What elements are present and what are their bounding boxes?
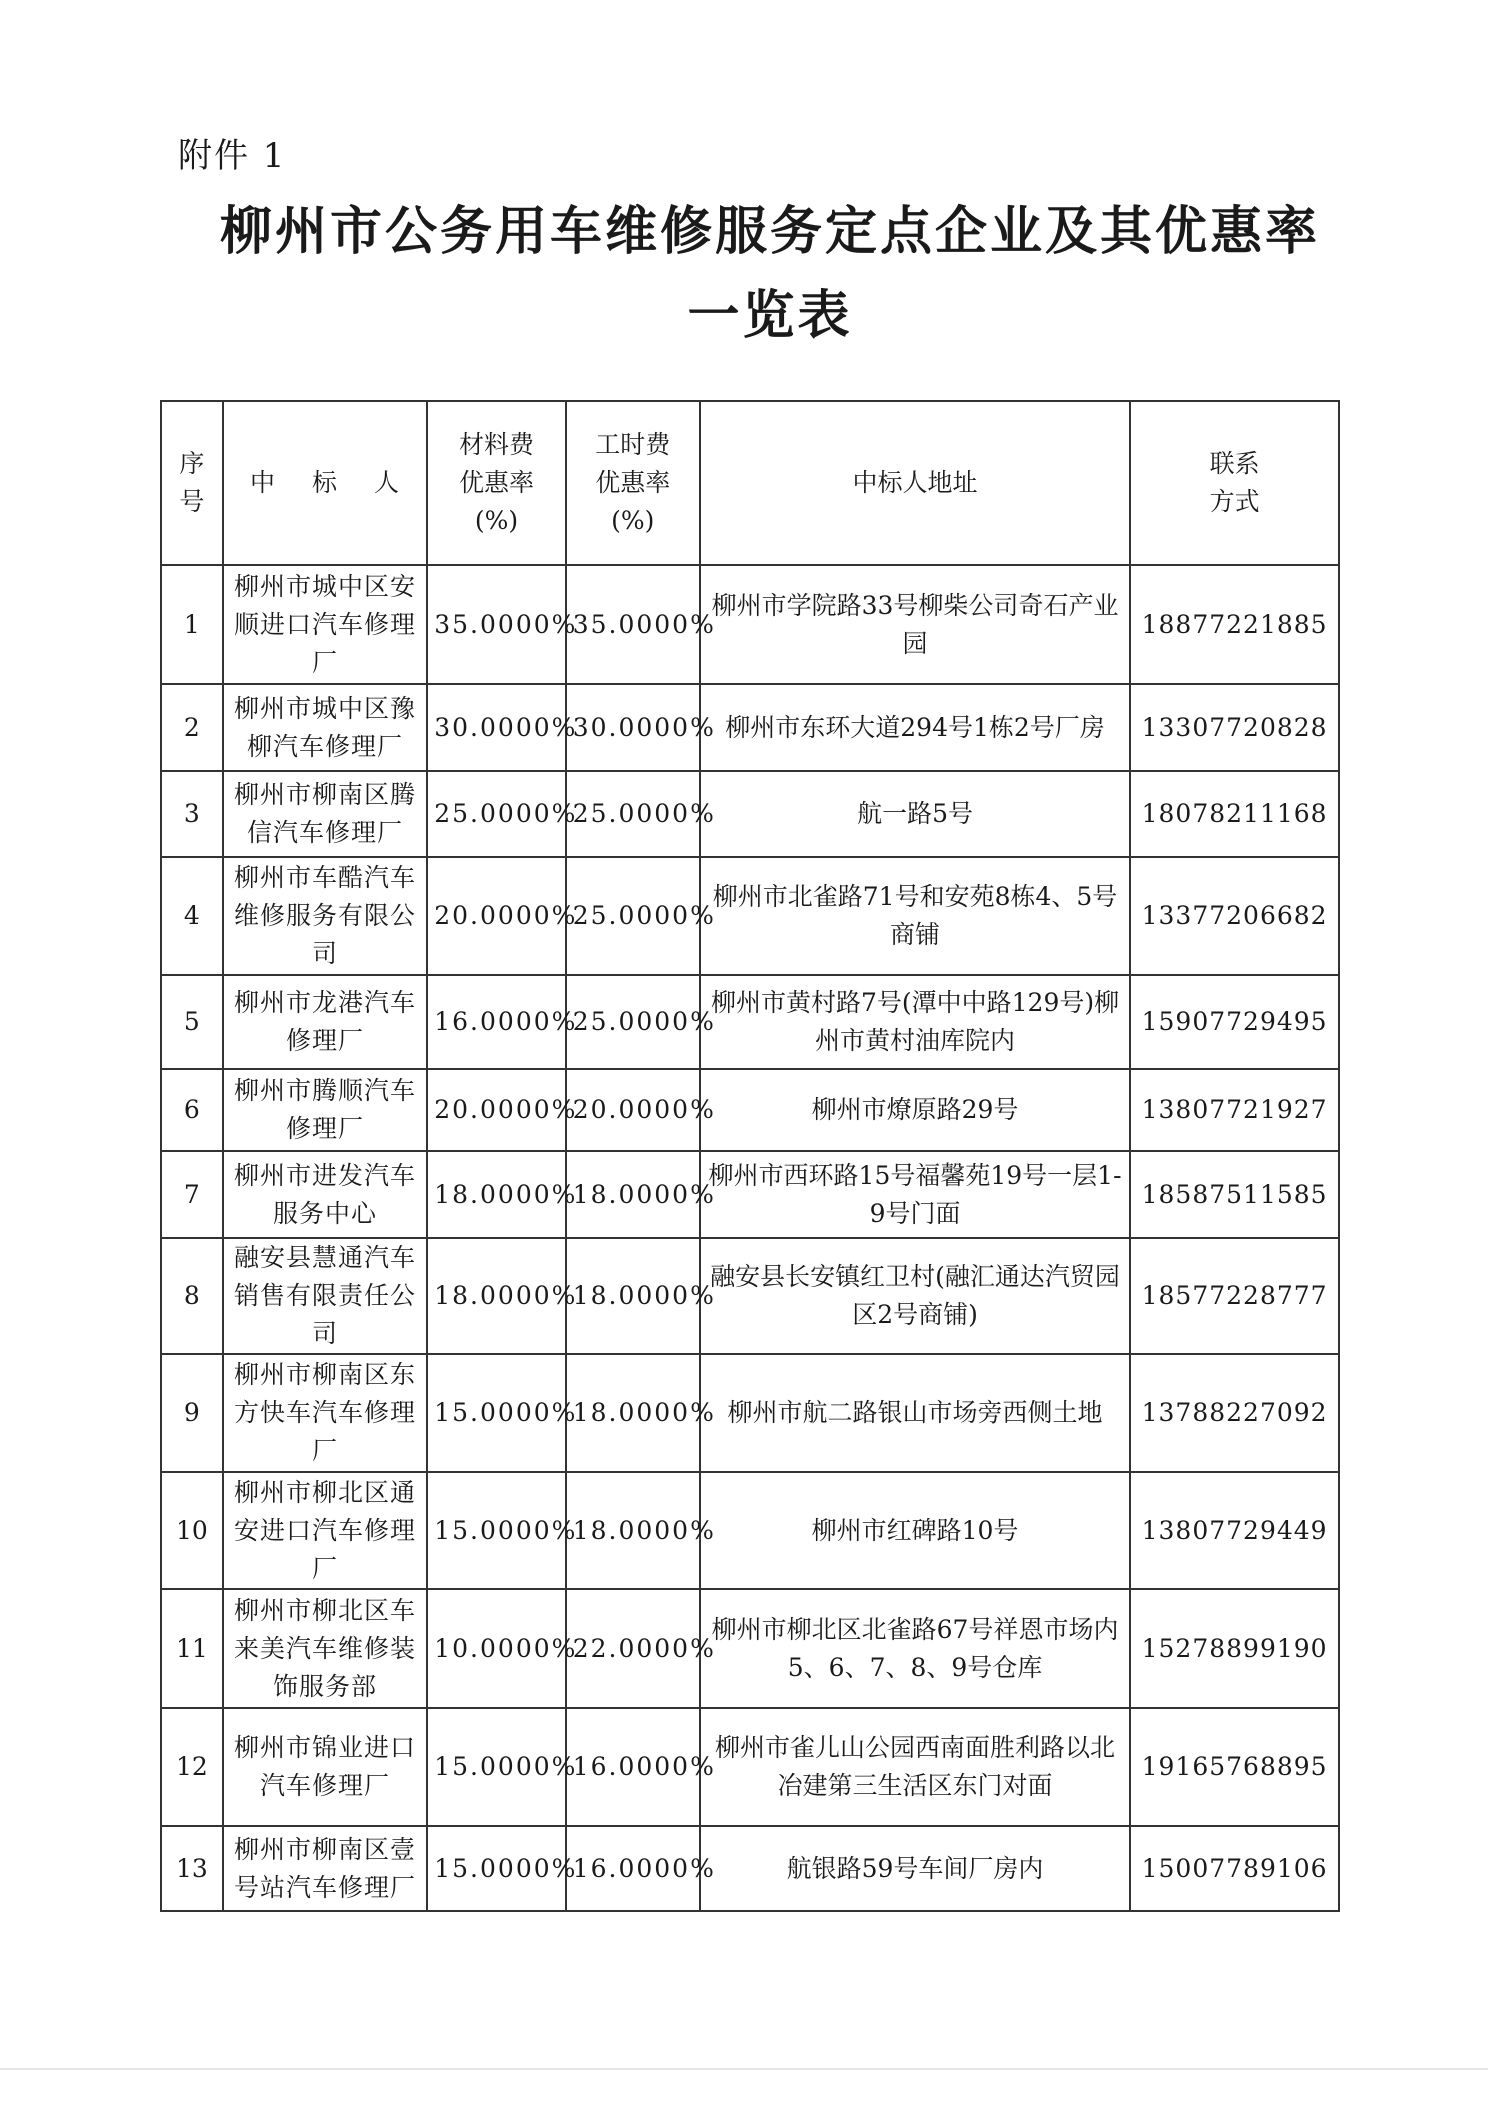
row-winner-name: 柳州市柳北区车来美汽车维修装饰服务部 xyxy=(223,1589,427,1708)
row-index: 5 xyxy=(161,975,223,1069)
row-index: 13 xyxy=(161,1826,223,1911)
row-index: 3 xyxy=(161,771,223,857)
row-address: 航银路59号车间厂房内 xyxy=(700,1826,1130,1911)
row-address: 柳州市雀儿山公园西南面胜利路以北冶建第三生活区东门对面 xyxy=(700,1708,1130,1826)
row-winner-name: 柳州市锦业进口汽车修理厂 xyxy=(223,1708,427,1826)
row-address: 柳州市燎原路29号 xyxy=(700,1069,1130,1151)
header-labor-discount xyxy=(566,401,700,565)
row-index: 9 xyxy=(161,1354,223,1472)
row-material-discount: 20.0000% xyxy=(427,1069,565,1151)
row-winner-name: 柳州市腾顺汽车修理厂 xyxy=(223,1069,427,1151)
table-row xyxy=(161,1826,1339,1911)
row-material-discount: 35.0000% xyxy=(427,565,565,684)
row-phone: 13807729449 xyxy=(1130,1472,1339,1589)
table-row xyxy=(161,565,1339,684)
row-address: 柳州市航二路银山市场旁西侧土地 xyxy=(700,1354,1130,1472)
row-index: 12 xyxy=(161,1708,223,1826)
document-title xyxy=(170,190,1370,358)
row-index: 11 xyxy=(161,1589,223,1708)
row-index: 10 xyxy=(161,1472,223,1589)
row-address: 柳州市西环路15号福馨苑19号一层1-9号门面 xyxy=(700,1151,1130,1238)
row-phone: 18587511585 xyxy=(1130,1151,1339,1238)
table-row xyxy=(161,1589,1339,1708)
header-row xyxy=(161,401,1339,565)
row-phone: 13377206682 xyxy=(1130,857,1339,975)
row-phone: 18877221885 xyxy=(1130,565,1339,684)
row-material-discount: 15.0000% xyxy=(427,1826,565,1911)
row-material-discount: 18.0000% xyxy=(427,1238,565,1354)
row-phone: 15907729495 xyxy=(1130,975,1339,1069)
table-row xyxy=(161,1151,1339,1238)
row-index: 1 xyxy=(161,565,223,684)
row-winner-name: 柳州市柳北区通安进口汽车修理厂 xyxy=(223,1472,427,1589)
row-labor-discount: 25.0000% xyxy=(566,975,700,1069)
row-material-discount: 18.0000% xyxy=(427,1151,565,1238)
row-winner-name: 柳州市城中区豫柳汽车修理厂 xyxy=(223,684,427,771)
row-address: 柳州市学院路33号柳柴公司奇石产业园 xyxy=(700,565,1130,684)
table-row xyxy=(161,975,1339,1069)
table-row xyxy=(161,1069,1339,1151)
table-row xyxy=(161,1354,1339,1472)
row-phone: 18577228777 xyxy=(1130,1238,1339,1354)
header-contact xyxy=(1130,401,1339,565)
table-row xyxy=(161,1708,1339,1826)
header-winner-char: 标 xyxy=(312,468,339,497)
table-row xyxy=(161,857,1339,975)
header-material-discount xyxy=(427,401,565,565)
header-address: 中标人地址 xyxy=(700,401,1130,565)
row-phone: 19165768895 xyxy=(1130,1708,1339,1826)
header-winner-char: 人 xyxy=(374,468,401,497)
attachment-label: 附件 1 xyxy=(178,136,287,176)
row-material-discount: 15.0000% xyxy=(427,1472,565,1589)
row-material-discount: 25.0000% xyxy=(427,771,565,857)
row-index: 4 xyxy=(161,857,223,975)
row-material-discount: 16.0000% xyxy=(427,975,565,1069)
row-address: 柳州市红碑路10号 xyxy=(700,1472,1130,1589)
row-winner-name: 柳州市城中区安顺进口汽车修理厂 xyxy=(223,565,427,684)
row-address: 航一路5号 xyxy=(700,771,1130,857)
row-winner-name: 柳州市柳南区腾信汽车修理厂 xyxy=(223,771,427,857)
row-labor-discount: 25.0000% xyxy=(566,857,700,975)
header-index-line: 序 xyxy=(179,449,205,478)
row-labor-discount: 18.0000% xyxy=(566,1472,700,1589)
row-labor-discount: 18.0000% xyxy=(566,1238,700,1354)
title-line-1: 柳州市公务用车维修服务定点企业及其优惠率 xyxy=(219,202,1320,262)
row-labor-discount: 30.0000% xyxy=(566,684,700,771)
header-labor-line: 工时费 xyxy=(595,430,671,459)
row-labor-discount: 16.0000% xyxy=(566,1826,700,1911)
row-phone: 13307720828 xyxy=(1130,684,1339,771)
table-row xyxy=(161,1238,1339,1354)
header-contact-line: 联系 xyxy=(1209,449,1260,478)
header-index-line: 号 xyxy=(179,487,205,516)
row-phone: 13788227092 xyxy=(1130,1354,1339,1472)
row-labor-discount: 20.0000% xyxy=(566,1069,700,1151)
row-index: 7 xyxy=(161,1151,223,1238)
table-row xyxy=(161,1472,1339,1589)
row-labor-discount: 18.0000% xyxy=(566,1354,700,1472)
row-winner-name: 融安县慧通汽车销售有限责任公司 xyxy=(223,1238,427,1354)
row-address: 柳州市北雀路71号和安苑8栋4、5号商铺 xyxy=(700,857,1130,975)
page-bottom-edge xyxy=(0,2068,1488,2070)
row-phone: 18078211168 xyxy=(1130,771,1339,857)
row-address: 融安县长安镇红卫村(融汇通达汽贸园区2号商铺) xyxy=(700,1238,1130,1354)
row-phone: 13807721927 xyxy=(1130,1069,1339,1151)
row-address: 柳州市黄村路7号(潭中中路129号)柳州市黄村油库院内 xyxy=(700,975,1130,1069)
row-labor-discount: 35.0000% xyxy=(566,565,700,684)
row-material-discount: 20.0000% xyxy=(427,857,565,975)
table-row xyxy=(161,684,1339,771)
header-contact-line: 方式 xyxy=(1209,487,1260,516)
row-address: 柳州市东环大道294号1栋2号厂房 xyxy=(700,684,1130,771)
header-winner-char: 中 xyxy=(249,468,276,497)
row-index: 2 xyxy=(161,684,223,771)
header-winner xyxy=(223,401,427,565)
row-material-discount: 10.0000% xyxy=(427,1589,565,1708)
row-winner-name: 柳州市车酷汽车维修服务有限公司 xyxy=(223,857,427,975)
row-phone: 15278899190 xyxy=(1130,1589,1339,1708)
row-winner-name: 柳州市柳南区东方快车汽车修理厂 xyxy=(223,1354,427,1472)
row-phone: 15007789106 xyxy=(1130,1826,1339,1911)
row-index: 6 xyxy=(161,1069,223,1151)
row-material-discount: 30.0000% xyxy=(427,684,565,771)
header-material-line: 材料费 xyxy=(458,430,534,459)
header-material-line: 优惠率 xyxy=(458,468,534,497)
header-index xyxy=(161,401,223,565)
row-winner-name: 柳州市进发汽车服务中心 xyxy=(223,1151,427,1238)
row-labor-discount: 25.0000% xyxy=(566,771,700,857)
row-index: 8 xyxy=(161,1238,223,1354)
row-labor-discount: 22.0000% xyxy=(566,1589,700,1708)
row-labor-discount: 16.0000% xyxy=(566,1708,700,1826)
row-address: 柳州市柳北区北雀路67号祥恩市场内5、6、7、8、9号仓库 xyxy=(700,1589,1130,1708)
table-row xyxy=(161,771,1339,857)
header-labor-line: 优惠率 xyxy=(595,468,671,497)
row-material-discount: 15.0000% xyxy=(427,1708,565,1826)
row-material-discount: 15.0000% xyxy=(427,1354,565,1472)
header-labor-line: (%) xyxy=(611,506,655,535)
row-winner-name: 柳州市柳南区壹号站汽车修理厂 xyxy=(223,1826,427,1911)
header-material-line: (%) xyxy=(474,506,519,535)
row-winner-name: 柳州市龙港汽车修理厂 xyxy=(223,975,427,1069)
vendor-table xyxy=(160,400,1340,1912)
title-line-2: 一览表 xyxy=(687,286,853,346)
row-labor-discount: 18.0000% xyxy=(566,1151,700,1238)
